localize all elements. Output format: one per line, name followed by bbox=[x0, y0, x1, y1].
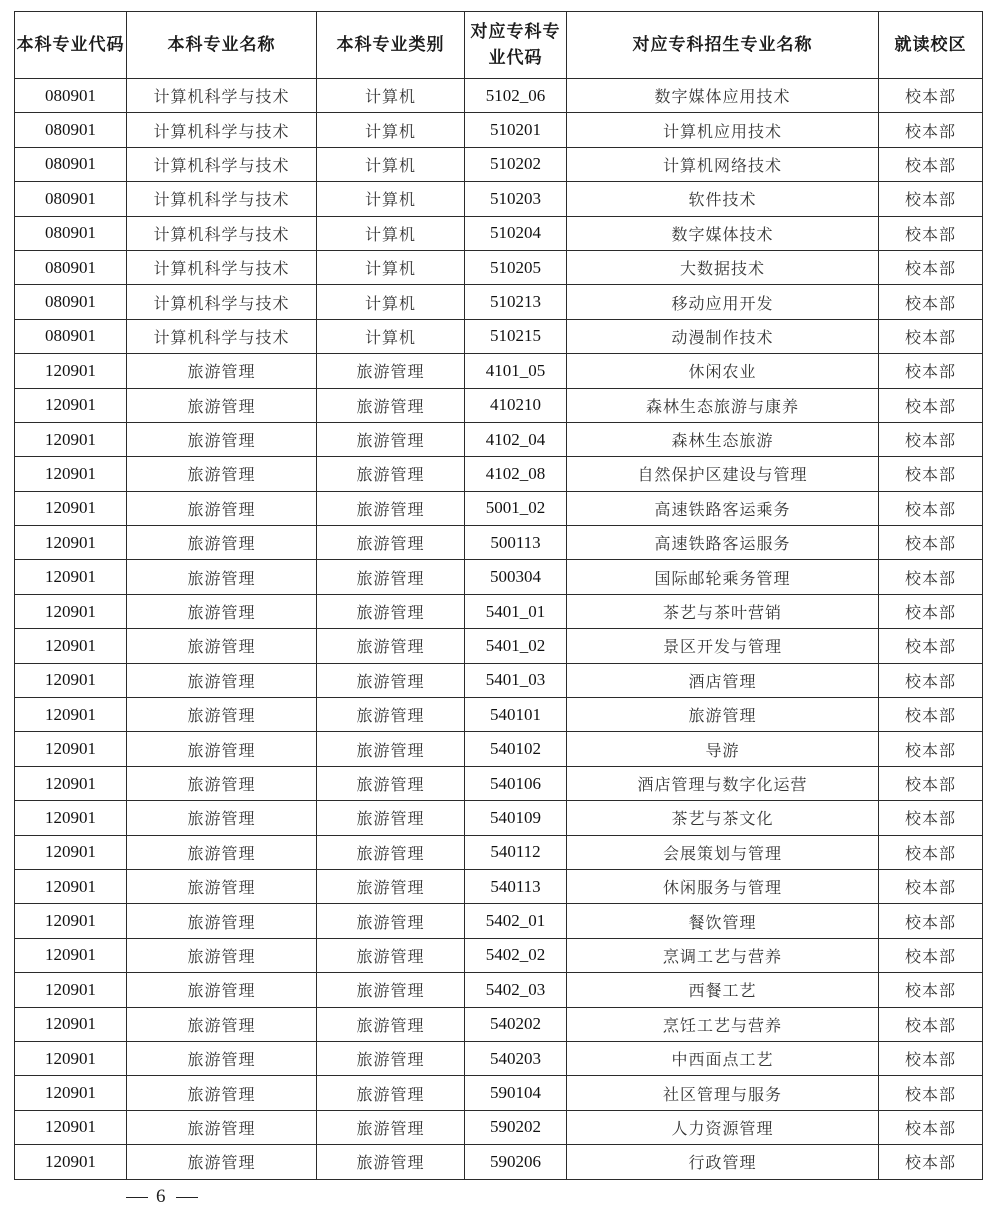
cell-category: 旅游管理 bbox=[317, 491, 465, 525]
cell-major-name: 旅游管理 bbox=[127, 629, 317, 663]
cell-spec-name: 计算机应用技术 bbox=[567, 113, 879, 147]
table-row bbox=[15, 319, 983, 353]
cell-code: 120901 bbox=[15, 1041, 127, 1075]
cell-major-name: 旅游管理 bbox=[127, 1076, 317, 1110]
cell-category: 旅游管理 bbox=[317, 1145, 465, 1179]
table-row bbox=[15, 388, 983, 422]
cell-major-name: 旅游管理 bbox=[127, 973, 317, 1007]
cell-category: 计算机 bbox=[317, 250, 465, 284]
cell-category: 旅游管理 bbox=[317, 1007, 465, 1041]
cell-code: 080901 bbox=[15, 285, 127, 319]
cell-category: 旅游管理 bbox=[317, 904, 465, 938]
cell-campus: 校本部 bbox=[879, 663, 983, 697]
cell-campus: 校本部 bbox=[879, 801, 983, 835]
cell-spec-code: 410210 bbox=[465, 388, 567, 422]
cell-category: 计算机 bbox=[317, 285, 465, 319]
cell-code: 120901 bbox=[15, 457, 127, 491]
cell-spec-name: 森林生态旅游 bbox=[567, 422, 879, 456]
cell-spec-name: 移动应用开发 bbox=[567, 285, 879, 319]
cell-spec-name: 自然保护区建设与管理 bbox=[567, 457, 879, 491]
cell-code: 120901 bbox=[15, 354, 127, 388]
header-spec-code: 对应专科专业代码 bbox=[465, 12, 567, 79]
cell-spec-code: 510204 bbox=[465, 216, 567, 250]
cell-spec-name: 数字媒体应用技术 bbox=[567, 79, 879, 113]
cell-major-name: 计算机科学与技术 bbox=[127, 182, 317, 216]
table-row bbox=[15, 526, 983, 560]
cell-major-name: 旅游管理 bbox=[127, 1110, 317, 1144]
cell-campus: 校本部 bbox=[879, 1110, 983, 1144]
cell-category: 旅游管理 bbox=[317, 663, 465, 697]
cell-major-name: 旅游管理 bbox=[127, 1041, 317, 1075]
cell-spec-code: 5102_06 bbox=[465, 79, 567, 113]
table-row bbox=[15, 594, 983, 628]
cell-code: 080901 bbox=[15, 216, 127, 250]
cell-major-name: 旅游管理 bbox=[127, 1145, 317, 1179]
cell-spec-code: 510215 bbox=[465, 319, 567, 353]
cell-spec-name: 西餐工艺 bbox=[567, 973, 879, 1007]
header-row bbox=[15, 12, 983, 79]
cell-campus: 校本部 bbox=[879, 388, 983, 422]
cell-spec-code: 540113 bbox=[465, 869, 567, 903]
cell-spec-name: 大数据技术 bbox=[567, 250, 879, 284]
table-row bbox=[15, 698, 983, 732]
cell-category: 旅游管理 bbox=[317, 526, 465, 560]
cell-code: 120901 bbox=[15, 904, 127, 938]
cell-category: 旅游管理 bbox=[317, 560, 465, 594]
cell-campus: 校本部 bbox=[879, 147, 983, 181]
cell-major-name: 旅游管理 bbox=[127, 732, 317, 766]
cell-major-name: 旅游管理 bbox=[127, 388, 317, 422]
cell-spec-name: 烹调工艺与营养 bbox=[567, 938, 879, 972]
cell-major-name: 旅游管理 bbox=[127, 491, 317, 525]
cell-category: 旅游管理 bbox=[317, 457, 465, 491]
table-row bbox=[15, 938, 983, 972]
dash-right bbox=[176, 1197, 198, 1198]
cell-spec-code: 4102_04 bbox=[465, 422, 567, 456]
cell-campus: 校本部 bbox=[879, 457, 983, 491]
table-row bbox=[15, 1007, 983, 1041]
cell-code: 120901 bbox=[15, 526, 127, 560]
cell-major-name: 计算机科学与技术 bbox=[127, 319, 317, 353]
cell-major-name: 计算机科学与技术 bbox=[127, 250, 317, 284]
cell-code: 120901 bbox=[15, 1145, 127, 1179]
cell-campus: 校本部 bbox=[879, 526, 983, 560]
cell-campus: 校本部 bbox=[879, 1145, 983, 1179]
table-row bbox=[15, 766, 983, 800]
page-footer bbox=[118, 1186, 206, 1208]
cell-major-name: 计算机科学与技术 bbox=[127, 285, 317, 319]
cell-campus: 校本部 bbox=[879, 79, 983, 113]
table-row bbox=[15, 491, 983, 525]
cell-category: 计算机 bbox=[317, 182, 465, 216]
cell-spec-code: 590206 bbox=[465, 1145, 567, 1179]
cell-spec-name: 休闲服务与管理 bbox=[567, 869, 879, 903]
cell-category: 计算机 bbox=[317, 216, 465, 250]
cell-spec-name: 休闲农业 bbox=[567, 354, 879, 388]
cell-category: 旅游管理 bbox=[317, 938, 465, 972]
cell-spec-code: 510203 bbox=[465, 182, 567, 216]
cell-category: 旅游管理 bbox=[317, 732, 465, 766]
header-name: 本科专业名称 bbox=[127, 12, 317, 79]
table-row bbox=[15, 1145, 983, 1179]
cell-spec-code: 540101 bbox=[465, 698, 567, 732]
table-row bbox=[15, 457, 983, 491]
cell-spec-name: 烹饪工艺与营养 bbox=[567, 1007, 879, 1041]
cell-spec-name: 社区管理与服务 bbox=[567, 1076, 879, 1110]
cell-spec-name: 动漫制作技术 bbox=[567, 319, 879, 353]
cell-code: 080901 bbox=[15, 113, 127, 147]
table-body bbox=[15, 79, 983, 1180]
cell-campus: 校本部 bbox=[879, 491, 983, 525]
cell-spec-code: 4101_05 bbox=[465, 354, 567, 388]
cell-major-name: 旅游管理 bbox=[127, 904, 317, 938]
cell-code: 080901 bbox=[15, 250, 127, 284]
cell-category: 旅游管理 bbox=[317, 973, 465, 1007]
cell-spec-code: 5401_03 bbox=[465, 663, 567, 697]
cell-spec-code: 540202 bbox=[465, 1007, 567, 1041]
page-number: 6 bbox=[156, 1186, 168, 1207]
cell-spec-name: 国际邮轮乘务管理 bbox=[567, 560, 879, 594]
cell-code: 120901 bbox=[15, 835, 127, 869]
cell-spec-name: 景区开发与管理 bbox=[567, 629, 879, 663]
cell-campus: 校本部 bbox=[879, 1076, 983, 1110]
header-code: 本科专业代码 bbox=[15, 12, 127, 79]
cell-major-name: 旅游管理 bbox=[127, 560, 317, 594]
cell-campus: 校本部 bbox=[879, 319, 983, 353]
cell-campus: 校本部 bbox=[879, 698, 983, 732]
cell-spec-code: 500113 bbox=[465, 526, 567, 560]
cell-code: 120901 bbox=[15, 388, 127, 422]
cell-category: 计算机 bbox=[317, 113, 465, 147]
cell-spec-code: 510205 bbox=[465, 250, 567, 284]
table-row bbox=[15, 835, 983, 869]
cell-major-name: 计算机科学与技术 bbox=[127, 113, 317, 147]
cell-category: 旅游管理 bbox=[317, 388, 465, 422]
table-row bbox=[15, 216, 983, 250]
table-row bbox=[15, 250, 983, 284]
cell-campus: 校本部 bbox=[879, 732, 983, 766]
cell-spec-code: 540203 bbox=[465, 1041, 567, 1075]
cell-campus: 校本部 bbox=[879, 869, 983, 903]
cell-category: 旅游管理 bbox=[317, 835, 465, 869]
cell-category: 旅游管理 bbox=[317, 354, 465, 388]
cell-spec-name: 酒店管理 bbox=[567, 663, 879, 697]
cell-code: 120901 bbox=[15, 698, 127, 732]
cell-spec-name: 行政管理 bbox=[567, 1145, 879, 1179]
cell-category: 旅游管理 bbox=[317, 698, 465, 732]
cell-spec-code: 590202 bbox=[465, 1110, 567, 1144]
cell-major-name: 旅游管理 bbox=[127, 698, 317, 732]
cell-category: 旅游管理 bbox=[317, 801, 465, 835]
table-row bbox=[15, 354, 983, 388]
header-campus: 就读校区 bbox=[879, 12, 983, 79]
cell-code: 120901 bbox=[15, 973, 127, 1007]
cell-spec-code: 5001_02 bbox=[465, 491, 567, 525]
cell-code: 120901 bbox=[15, 594, 127, 628]
cell-spec-code: 500304 bbox=[465, 560, 567, 594]
cell-spec-name: 数字媒体技术 bbox=[567, 216, 879, 250]
cell-spec-code: 590104 bbox=[465, 1076, 567, 1110]
table-row bbox=[15, 422, 983, 456]
header-spec-name: 对应专科招生专业名称 bbox=[567, 12, 879, 79]
table-row bbox=[15, 663, 983, 697]
cell-major-name: 旅游管理 bbox=[127, 526, 317, 560]
cell-major-name: 旅游管理 bbox=[127, 938, 317, 972]
cell-category: 旅游管理 bbox=[317, 1076, 465, 1110]
cell-spec-code: 5402_01 bbox=[465, 904, 567, 938]
cell-spec-code: 540112 bbox=[465, 835, 567, 869]
cell-category: 旅游管理 bbox=[317, 422, 465, 456]
cell-major-name: 旅游管理 bbox=[127, 869, 317, 903]
cell-spec-name: 餐饮管理 bbox=[567, 904, 879, 938]
cell-spec-name: 旅游管理 bbox=[567, 698, 879, 732]
cell-category: 计算机 bbox=[317, 79, 465, 113]
cell-spec-code: 510201 bbox=[465, 113, 567, 147]
cell-spec-code: 4102_08 bbox=[465, 457, 567, 491]
cell-campus: 校本部 bbox=[879, 1007, 983, 1041]
cell-major-name: 旅游管理 bbox=[127, 1007, 317, 1041]
cell-spec-name: 人力资源管理 bbox=[567, 1110, 879, 1144]
cell-campus: 校本部 bbox=[879, 354, 983, 388]
cell-spec-code: 5401_02 bbox=[465, 629, 567, 663]
cell-category: 旅游管理 bbox=[317, 766, 465, 800]
table-row bbox=[15, 285, 983, 319]
cell-spec-name: 茶艺与茶叶营销 bbox=[567, 594, 879, 628]
cell-campus: 校本部 bbox=[879, 835, 983, 869]
header-category: 本科专业类别 bbox=[317, 12, 465, 79]
cell-spec-name: 酒店管理与数字化运营 bbox=[567, 766, 879, 800]
cell-spec-code: 5402_03 bbox=[465, 973, 567, 1007]
table-row bbox=[15, 1110, 983, 1144]
cell-code: 120901 bbox=[15, 801, 127, 835]
cell-spec-name: 会展策划与管理 bbox=[567, 835, 879, 869]
cell-code: 120901 bbox=[15, 422, 127, 456]
cell-category: 旅游管理 bbox=[317, 869, 465, 903]
cell-code: 080901 bbox=[15, 319, 127, 353]
cell-major-name: 计算机科学与技术 bbox=[127, 216, 317, 250]
cell-code: 120901 bbox=[15, 1076, 127, 1110]
cell-campus: 校本部 bbox=[879, 973, 983, 1007]
cell-code: 120901 bbox=[15, 560, 127, 594]
cell-spec-name: 森林生态旅游与康养 bbox=[567, 388, 879, 422]
cell-category: 计算机 bbox=[317, 319, 465, 353]
table-row bbox=[15, 904, 983, 938]
cell-campus: 校本部 bbox=[879, 560, 983, 594]
major-correspondence-table bbox=[14, 11, 983, 1180]
cell-campus: 校本部 bbox=[879, 938, 983, 972]
cell-major-name: 计算机科学与技术 bbox=[127, 147, 317, 181]
cell-spec-name: 茶艺与茶文化 bbox=[567, 801, 879, 835]
cell-campus: 校本部 bbox=[879, 285, 983, 319]
cell-spec-name: 导游 bbox=[567, 732, 879, 766]
cell-code: 120901 bbox=[15, 732, 127, 766]
cell-spec-name: 高速铁路客运服务 bbox=[567, 526, 879, 560]
table-row bbox=[15, 732, 983, 766]
cell-campus: 校本部 bbox=[879, 766, 983, 800]
cell-major-name: 旅游管理 bbox=[127, 835, 317, 869]
cell-category: 旅游管理 bbox=[317, 1041, 465, 1075]
cell-major-name: 旅游管理 bbox=[127, 457, 317, 491]
cell-major-name: 旅游管理 bbox=[127, 422, 317, 456]
cell-spec-code: 540106 bbox=[465, 766, 567, 800]
cell-major-name: 旅游管理 bbox=[127, 594, 317, 628]
cell-campus: 校本部 bbox=[879, 422, 983, 456]
table-row bbox=[15, 1076, 983, 1110]
table-row bbox=[15, 79, 983, 113]
cell-spec-code: 540109 bbox=[465, 801, 567, 835]
cell-spec-code: 510202 bbox=[465, 147, 567, 181]
cell-spec-code: 5401_01 bbox=[465, 594, 567, 628]
table-row bbox=[15, 113, 983, 147]
cell-spec-name: 计算机网络技术 bbox=[567, 147, 879, 181]
cell-category: 旅游管理 bbox=[317, 594, 465, 628]
major-table-container bbox=[14, 11, 982, 1180]
cell-spec-code: 540102 bbox=[465, 732, 567, 766]
cell-campus: 校本部 bbox=[879, 594, 983, 628]
cell-code: 080901 bbox=[15, 182, 127, 216]
table-row bbox=[15, 629, 983, 663]
cell-code: 120901 bbox=[15, 491, 127, 525]
cell-spec-name: 高速铁路客运乘务 bbox=[567, 491, 879, 525]
cell-code: 120901 bbox=[15, 663, 127, 697]
cell-category: 旅游管理 bbox=[317, 1110, 465, 1144]
cell-campus: 校本部 bbox=[879, 250, 983, 284]
cell-category: 计算机 bbox=[317, 147, 465, 181]
cell-code: 120901 bbox=[15, 1110, 127, 1144]
cell-major-name: 旅游管理 bbox=[127, 801, 317, 835]
cell-code: 120901 bbox=[15, 938, 127, 972]
cell-code: 120901 bbox=[15, 1007, 127, 1041]
table-row bbox=[15, 1041, 983, 1075]
table-row bbox=[15, 801, 983, 835]
table-row bbox=[15, 973, 983, 1007]
cell-major-name: 旅游管理 bbox=[127, 766, 317, 800]
cell-code: 080901 bbox=[15, 79, 127, 113]
cell-campus: 校本部 bbox=[879, 182, 983, 216]
cell-code: 120901 bbox=[15, 869, 127, 903]
cell-category: 旅游管理 bbox=[317, 629, 465, 663]
cell-campus: 校本部 bbox=[879, 216, 983, 250]
cell-major-name: 旅游管理 bbox=[127, 354, 317, 388]
cell-campus: 校本部 bbox=[879, 113, 983, 147]
cell-major-name: 计算机科学与技术 bbox=[127, 79, 317, 113]
cell-code: 120901 bbox=[15, 766, 127, 800]
cell-spec-code: 5402_02 bbox=[465, 938, 567, 972]
cell-code: 080901 bbox=[15, 147, 127, 181]
cell-major-name: 旅游管理 bbox=[127, 663, 317, 697]
cell-campus: 校本部 bbox=[879, 904, 983, 938]
dash-left bbox=[126, 1197, 148, 1198]
table-row bbox=[15, 869, 983, 903]
table-row bbox=[15, 560, 983, 594]
cell-spec-name: 软件技术 bbox=[567, 182, 879, 216]
cell-spec-code: 510213 bbox=[465, 285, 567, 319]
cell-spec-name: 中西面点工艺 bbox=[567, 1041, 879, 1075]
cell-campus: 校本部 bbox=[879, 629, 983, 663]
table-header bbox=[15, 12, 983, 79]
table-row bbox=[15, 147, 983, 181]
table-row bbox=[15, 182, 983, 216]
cell-code: 120901 bbox=[15, 629, 127, 663]
cell-campus: 校本部 bbox=[879, 1041, 983, 1075]
